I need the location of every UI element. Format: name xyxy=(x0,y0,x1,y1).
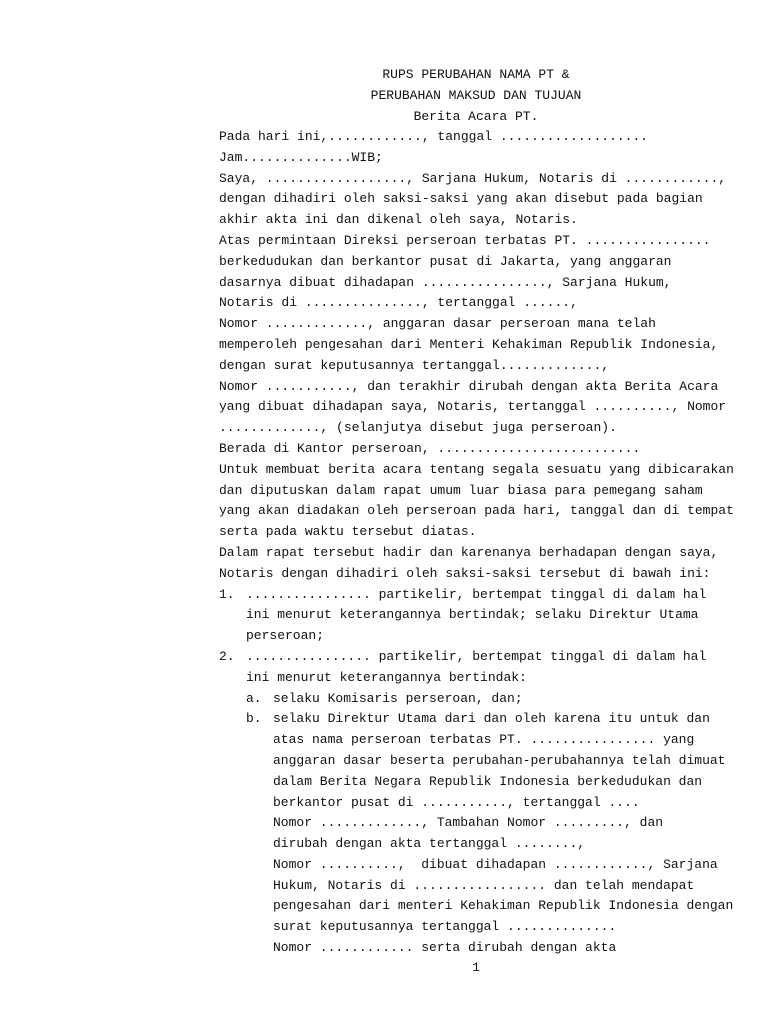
body-line: Untuk membuat berita acara tentang segala sesuatu yang dibicarakan xyxy=(219,461,734,477)
sub-item-text: selaku Direktur Utama dari dan oleh karena itu untuk dan xyxy=(273,711,710,727)
list-item-text: ................ partikelir, bertempat tinggal di dalam hal xyxy=(246,586,707,602)
document-title-line-1: RUPS PERUBAHAN NAMA PT & xyxy=(382,67,570,82)
list-item-2 xyxy=(219,647,739,668)
body-line: dasarnya dibuat dihadapan ................, Sarjana Hukum, xyxy=(219,274,672,290)
body-line: Pada hari ini,............, tanggal ................... xyxy=(219,129,649,144)
body-line: ............., (selanjutya disebut juga perseroan). xyxy=(219,420,617,436)
document-body xyxy=(219,127,739,959)
list-item-number: 2. xyxy=(219,648,235,664)
list-item-line: ini menurut keterangannya bertindak; selaku Direktur Utama xyxy=(246,607,699,623)
sub-item-line: dirubah dengan akta tertanggal ........, xyxy=(273,836,586,852)
body-line: yang akan diadakan oleh perseroan pada hari, tanggal dan di tempat xyxy=(219,503,734,519)
sub-item-line: surat keputusannya tertanggal .............. xyxy=(273,919,617,935)
body-line: memperoleh pengesahan dari Menteri Kehakiman Republik Indonesia, xyxy=(219,336,719,352)
list-item-line: ini menurut keterangannya bertindak: xyxy=(246,669,527,685)
body-line: Saya, .................., Sarjana Hukum, Notaris di ............, xyxy=(219,170,727,186)
body-line: Nomor ..........., dan terakhir dirubah dengan akta Berita Acara xyxy=(219,378,719,394)
body-line: Dalam rapat tersebut hadir dan karenanya berhadapan dengan saya, xyxy=(219,544,719,560)
sub-item-letter: a. xyxy=(246,690,262,706)
body-line: Jam..............WIB; xyxy=(219,149,383,165)
body-line: Berada di Kantor perseroan, .......................... xyxy=(219,440,641,456)
sub-item-line: Hukum, Notaris di ................. dan telah mendapat xyxy=(273,877,695,893)
body-line: dengan dihadiri oleh saksi-saksi yang akan disebut pada bagian xyxy=(219,191,703,207)
sub-item-line: atas nama perseroan terbatas PT. ................ yang xyxy=(273,732,695,748)
sub-item-line: pengesahan dari menteri Kehakiman Republik Indonesia dengan xyxy=(273,898,734,914)
body-line: Atas permintaan Direksi perseroan terbatas PT. ................ xyxy=(219,232,711,248)
body-line: yang dibuat dihadapan saya, Notaris, tertanggal .........., Nomor xyxy=(219,399,727,415)
body-line: Notaris di ..............., tertanggal ......, xyxy=(219,295,578,311)
sub-item-b xyxy=(219,709,739,730)
list-item-text: ................ partikelir, bertempat tinggal di dalam hal xyxy=(246,648,707,664)
sub-item-a xyxy=(219,689,739,710)
body-line: dan diputuskan dalam rapat umum luar biasa para pemegang saham xyxy=(219,482,703,498)
body-line: Notaris dengan dihadiri oleh saksi-saksi tersebut di bawah ini: xyxy=(219,565,711,581)
document-title-line-2: PERUBAHAN MAKSUD DAN TUJUAN xyxy=(370,88,582,103)
sub-item-letter: b. xyxy=(246,711,262,727)
body-line: dengan surat keputusannya tertanggal............., xyxy=(219,357,610,373)
body-line: Nomor ............., anggaran dasar perseroan mana telah xyxy=(219,316,656,332)
list-item-line: perseroan; xyxy=(246,628,325,644)
sub-item-line: anggaran dasar beserta perubahan-perubahannya telah dimuat xyxy=(273,752,726,768)
sub-item-line: Nomor ............ serta dirubah dengan akta xyxy=(273,940,617,956)
document-title-line-3: Berita Acara PT. xyxy=(413,109,539,124)
body-line: serta pada waktu tersebut diatas. xyxy=(219,524,477,540)
sub-item-line: berkantor pusat di ..........., tertanggal .... xyxy=(273,794,640,810)
page-number: 1 xyxy=(472,960,480,975)
sub-item-text: selaku Komisaris perseroan, dan; xyxy=(273,690,523,706)
list-item-number: 1. xyxy=(219,586,235,602)
sub-item-line: Nomor .........., dibuat dihadapan ............, Sarjana xyxy=(273,856,718,872)
body-line: berkedudukan dan berkantor pusat di Jakarta, yang anggaran xyxy=(219,253,672,269)
list-item-1 xyxy=(219,585,739,606)
body-line: akhir akta ini dan dikenal oleh saya, Notaris. xyxy=(219,212,578,228)
sub-item-line: Nomor ............., Tambahan Nomor ........., dan xyxy=(273,815,664,831)
sub-item-line: dalam Berita Negara Republik Indonesia berkedudukan dan xyxy=(273,773,703,789)
